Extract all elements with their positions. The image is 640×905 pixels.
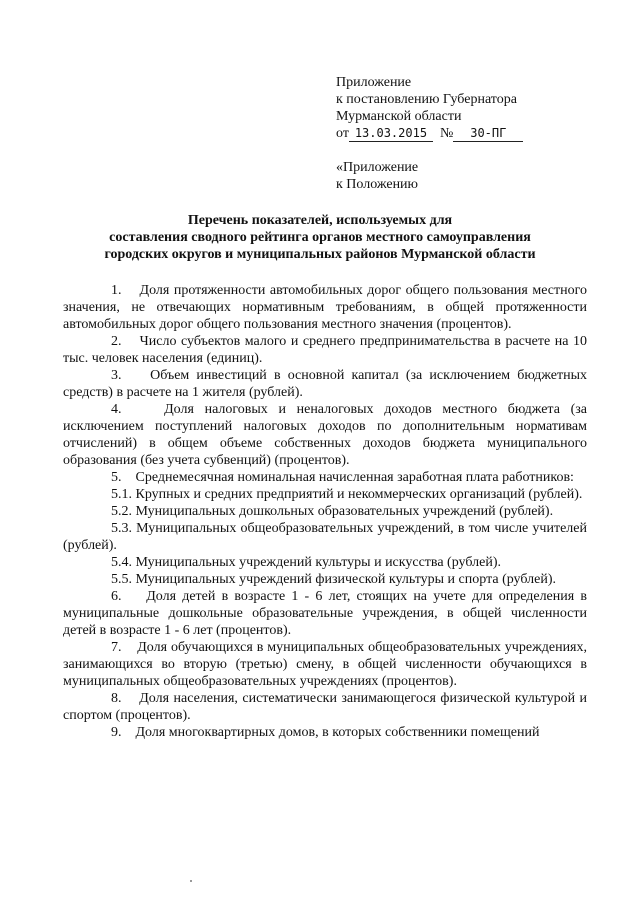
header-decree-ref: к постановлению Губернатора (336, 92, 517, 107)
date-value: 13.03.2015 (349, 126, 433, 142)
list-item: 5.5. Муниципальных учреждений физической культуры и спорта (рублей). (111, 572, 556, 587)
date-prefix: от (336, 126, 349, 141)
list-item: 4. Доля налоговых и неналоговых доходов местного бюджета (за исключением поступлений налоговых доходов по дополнительным нормативам отчислений) в общем объеме собственных доходов бюджета муниципального образования (без учета субвенций) (процентов). (63, 402, 587, 468)
list-item: 7. Доля обучающихся в муниципальных общеобразовательных учреждениях, занимающихся во вторую (третью) смену, в общей численности обучающихся в муниципальных общеобразовательных учреждениях (процентов). (63, 640, 587, 689)
header-date-number (336, 125, 596, 142)
list-item: 5. Среднемесячная номинальная начисленная заработная плата работников: (111, 470, 574, 485)
document-header (336, 74, 596, 193)
document-title (60, 212, 580, 263)
list-item: 1. Доля протяженности автомобильных дорог общего пользования местного значения, не отвечающих нормативным требованиям, в общей протяженности автомобильных дорог общего пользования местного значения (процентов). (63, 283, 587, 332)
appendix-position: к Положению (336, 177, 419, 192)
list-item: 5.1. Крупных и средних предприятий и некоммерческих организаций (рублей). (111, 487, 583, 502)
title-line-1: Перечень показателей, используемых для (187, 213, 453, 228)
header-appendix-label: Приложение (336, 75, 412, 90)
list-item: 9. Доля многоквартирных домов, в которых собственники помещений (111, 725, 540, 740)
indicator-list (63, 282, 587, 741)
title-line-2: составления сводного рейтинга органов местного самоуправления (109, 230, 531, 245)
list-item: 2. Число субъектов малого и среднего предпринимательства в расчете на 10 тыс. человек населения (единиц). (63, 334, 587, 366)
list-item: 5.2. Муниципальных дошкольных образовательных учреждений (рублей). (111, 504, 554, 519)
number-value: 30-ПГ (453, 126, 523, 142)
number-prefix: № (439, 126, 454, 141)
list-item: 5.4. Муниципальных учреждений культуры и искусства (рублей). (111, 555, 501, 570)
list-item: 6. Доля детей в возрасте 1 - 6 лет, стоящих на учете для определения в муниципальные дошкольные образовательные учреждения, в общей численности детей в возрасте 1 - 6 лет (процентов). (63, 589, 587, 638)
list-item: 8. Доля населения, систематически занимающегося физической культурой и спортом (процентов). (63, 691, 587, 723)
appendix-quote: «Приложение (336, 160, 419, 175)
scan-speck (190, 880, 192, 882)
header-region: Мурманской области (336, 109, 462, 124)
title-line-3: городских округов и муниципальных районов Мурманской области (104, 247, 536, 262)
list-item: 3. Объем инвестиций в основной капитал (за исключением бюджетных средств) в расчете на 1 жителя (рублей). (63, 368, 587, 400)
list-item: 5.3. Муниципальных общеобразовательных учреждений, в том числе учителей (рублей). (63, 521, 587, 553)
